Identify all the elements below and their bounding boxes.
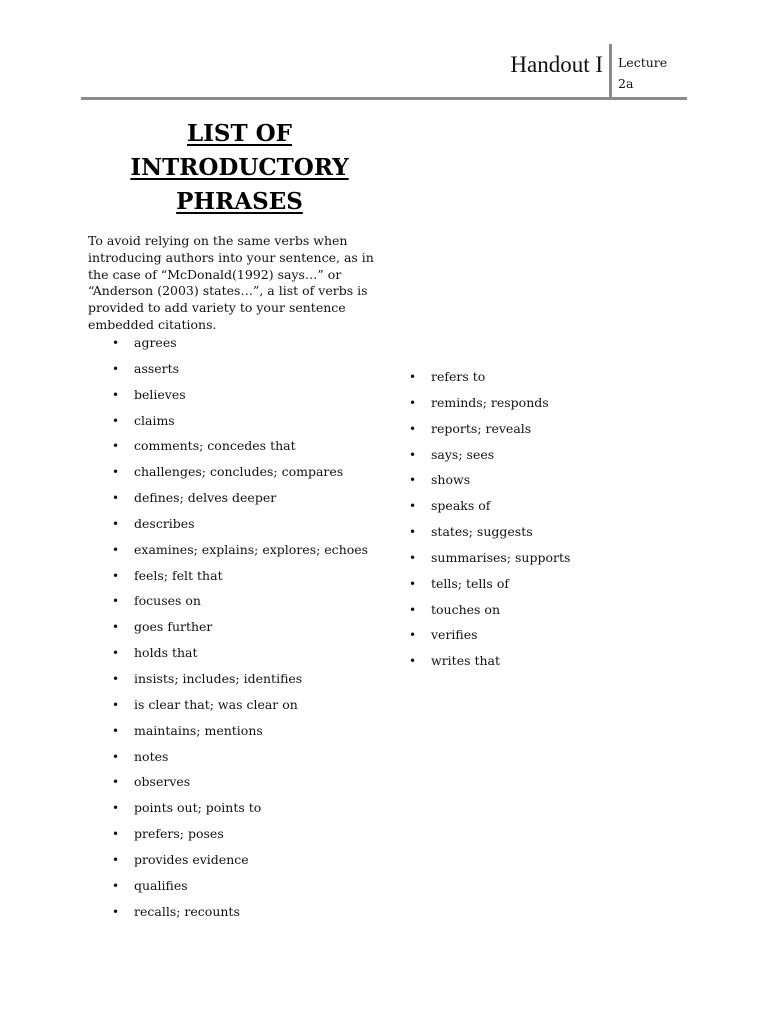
list-item	[112, 903, 368, 929]
list-item-text: qualifies	[134, 877, 188, 893]
list-item	[409, 523, 570, 549]
bullet-icon: •	[112, 568, 120, 583]
list-item-text: writes that	[431, 653, 501, 669]
list-item	[112, 825, 368, 851]
header-rule	[81, 97, 687, 100]
list-item-text: examines; explains; explores; echoes	[134, 541, 369, 557]
list-item-text: reminds; responds	[431, 394, 549, 410]
bullet-icon: •	[409, 473, 417, 488]
list-item-text: defines; delves deeper	[134, 490, 277, 506]
list-item-text: focuses on	[134, 593, 201, 609]
list-item-text: insists; includes; identifies	[134, 670, 303, 686]
list-item-text: recalls; recounts	[134, 903, 240, 919]
list-item	[112, 877, 368, 903]
list-item	[112, 463, 368, 489]
list-item	[112, 437, 368, 463]
list-item-text: maintains; mentions	[134, 722, 263, 738]
list-item-text: refers to	[431, 369, 486, 384]
bullet-icon: •	[409, 654, 417, 669]
bullet-icon: •	[112, 827, 120, 842]
list-item-text: goes further	[134, 619, 213, 635]
bullet-icon: •	[112, 594, 120, 609]
list-item	[112, 489, 368, 515]
list-item	[112, 696, 368, 722]
list-item-text: feels; felt that	[134, 567, 223, 583]
bullet-icon: •	[409, 370, 417, 384]
list-item	[409, 601, 570, 627]
list-item-text: verifies	[431, 627, 478, 643]
list-item	[112, 515, 368, 541]
list-item	[112, 773, 368, 799]
list-item	[112, 670, 368, 696]
bullet-icon: •	[112, 491, 120, 506]
header-title: Handout I	[510, 52, 603, 77]
list-item-text: reports; reveals	[431, 420, 532, 436]
list-item-text: touches on	[431, 601, 501, 617]
list-item	[112, 748, 368, 774]
list-item	[409, 368, 570, 394]
bullet-icon: •	[112, 646, 120, 661]
list-item-text: states; suggests	[431, 524, 533, 540]
list-item-text: claims	[134, 412, 175, 428]
list-item-text: holds that	[134, 645, 198, 661]
bullet-icon: •	[112, 516, 120, 531]
list-item-text: describes	[134, 515, 195, 531]
list-item	[409, 626, 570, 652]
list-item	[112, 592, 368, 618]
list-item	[409, 446, 570, 472]
verb-list-left	[112, 334, 369, 928]
list-item-text: prefers; poses	[134, 826, 224, 842]
list-item-text: is clear that; was clear on	[134, 696, 298, 712]
list-item-text: challenges; concludes; compares	[134, 464, 344, 480]
list-item-text: agrees	[134, 335, 177, 350]
list-item	[112, 412, 368, 438]
bullet-icon: •	[409, 525, 417, 540]
bullet-icon: •	[409, 602, 417, 617]
list-item	[112, 541, 369, 567]
bullet-icon: •	[112, 749, 120, 764]
bullet-icon: •	[112, 336, 120, 350]
list-item-text: speaks of	[431, 498, 491, 514]
list-item	[409, 394, 570, 420]
bullet-icon: •	[112, 542, 120, 557]
page-title-line-2: INTRODUCTORY	[130, 154, 349, 181]
bullet-icon: •	[409, 576, 417, 591]
bullet-icon: •	[409, 421, 417, 436]
header-divider	[609, 44, 612, 99]
bullet-icon: •	[409, 499, 417, 514]
list-item-text: asserts	[134, 360, 180, 376]
list-item-text: observes	[134, 774, 191, 790]
list-item-text: provides evidence	[134, 851, 249, 867]
list-item-text: says; sees	[431, 446, 495, 462]
intro-paragraph: To avoid relying on the same verbs when introducing authors into your sentence, as in the case of “McDonald(1992) says…” or “Anderson (2003) states…”, a list of verbs is provided to add variety to your sentence embedded citations.	[88, 233, 374, 332]
bullet-icon: •	[112, 904, 120, 919]
bullet-icon: •	[112, 413, 120, 428]
bullet-icon: •	[409, 628, 417, 643]
list-item	[112, 799, 368, 825]
bullet-icon: •	[112, 620, 120, 635]
bullet-icon: •	[112, 671, 120, 686]
page-title	[88, 117, 391, 219]
bullet-icon: •	[112, 465, 120, 480]
list-item-text: believes	[134, 386, 186, 402]
list-item	[112, 618, 368, 644]
page-title-line-1: LIST OF	[186, 120, 293, 147]
list-item	[112, 360, 368, 386]
bullet-icon: •	[112, 878, 120, 893]
list-item	[112, 334, 368, 360]
bullet-icon: •	[112, 852, 120, 867]
list-item	[409, 575, 570, 601]
list-item	[112, 722, 368, 748]
list-item-text: shows	[431, 472, 471, 488]
bullet-icon: •	[409, 395, 417, 410]
list-item	[112, 851, 368, 877]
bullet-icon: •	[409, 550, 417, 565]
list-item	[409, 420, 570, 446]
bullet-icon: •	[112, 697, 120, 712]
list-item	[409, 471, 570, 497]
list-item	[112, 644, 368, 670]
list-item-text: summarises; supports	[431, 549, 571, 565]
bullet-icon: •	[112, 387, 120, 402]
bullet-icon: •	[112, 723, 120, 738]
bullet-icon: •	[112, 775, 120, 790]
list-item-text: points out; points to	[134, 800, 262, 816]
bullet-icon: •	[112, 801, 120, 816]
list-item	[112, 567, 368, 593]
verb-list-right	[409, 368, 571, 678]
list-item	[409, 497, 570, 523]
list-item-text: comments; concedes that	[134, 438, 296, 454]
page-title-line-3: PHRASES	[176, 188, 303, 215]
list-item	[409, 652, 570, 678]
list-item	[409, 549, 571, 575]
list-item-text: notes	[134, 748, 169, 764]
header-lecture-label: Lecture 2a	[618, 55, 668, 91]
bullet-icon: •	[112, 361, 120, 376]
bullet-icon: •	[409, 447, 417, 462]
list-item	[112, 386, 368, 412]
bullet-icon: •	[112, 439, 120, 454]
list-item-text: tells; tells of	[431, 575, 509, 591]
